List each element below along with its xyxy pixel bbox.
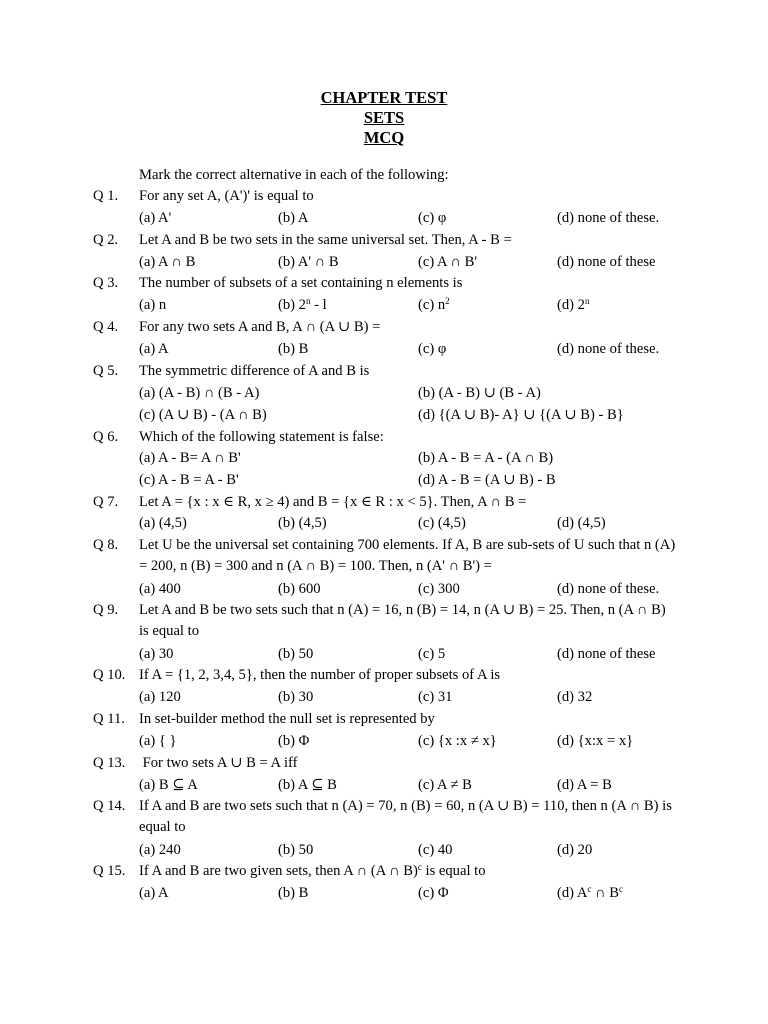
question-text-wrap bbox=[139, 861, 679, 882]
question-text: Let A and B be two sets such that n (A) = 16, n (B) = 14, n (A ∪ B) = 25. Then, n (A ∩ B) is equal to bbox=[139, 602, 666, 639]
option-c-base: (c) n bbox=[418, 297, 446, 313]
superscript: c bbox=[618, 884, 623, 894]
options-q5-row2 bbox=[139, 405, 699, 426]
option-b-base: (b) 2 bbox=[278, 297, 306, 313]
options-q6-row2 bbox=[139, 470, 699, 491]
option-d[interactable]: (d) none of these bbox=[557, 646, 656, 662]
option-d[interactable]: (d) 32 bbox=[557, 689, 593, 705]
question-text: For any set A, (A')' is equal to bbox=[139, 188, 314, 204]
superscript: c bbox=[417, 862, 422, 872]
option-b[interactable]: (b) A bbox=[278, 210, 309, 226]
options-q5-row1 bbox=[139, 383, 699, 404]
option-c[interactable]: (c) φ bbox=[418, 341, 447, 357]
option-b[interactable]: (b) (A - B) ∪ (B - A) bbox=[418, 385, 541, 401]
question-number: Q 8. bbox=[93, 537, 119, 553]
option-c[interactable]: (c) (4,5) bbox=[418, 515, 466, 531]
superscript: c bbox=[587, 884, 592, 894]
option-b[interactable]: (b) (4,5) bbox=[278, 515, 327, 531]
option-d-mid: ∩ B bbox=[591, 885, 619, 901]
option-d[interactable]: (d) none of these bbox=[557, 254, 656, 270]
options-q15 bbox=[139, 883, 699, 904]
option-a[interactable]: (a) A' bbox=[139, 210, 172, 226]
question-text: If A and B are two given sets, then A ∩ (A ∩ B) bbox=[139, 863, 418, 879]
options-q13 bbox=[139, 775, 699, 796]
option-d[interactable] bbox=[557, 295, 589, 316]
superscript: n bbox=[584, 296, 590, 306]
title-block bbox=[0, 88, 768, 148]
option-d[interactable]: (d) 20 bbox=[557, 842, 593, 858]
option-d-base: (d) 2 bbox=[557, 297, 585, 313]
option-b[interactable]: (b) 50 bbox=[278, 646, 314, 662]
question-text: If A and B are two sets such that n (A) = 70, n (B) = 60, n (A ∪ B) = 110, then n (A ∩ B) is equal to bbox=[139, 798, 672, 835]
option-b[interactable]: (b) A ⊆ B bbox=[278, 777, 337, 793]
option-a[interactable]: (a) A bbox=[139, 341, 169, 357]
question-number: Q 4. bbox=[93, 319, 119, 335]
question-text: The symmetric difference of A and B is bbox=[139, 363, 370, 379]
option-c[interactable]: (c) A ≠ B bbox=[418, 777, 472, 793]
options-q11 bbox=[139, 731, 699, 752]
options-q14 bbox=[139, 840, 699, 861]
options-q4 bbox=[139, 339, 699, 360]
options-q2 bbox=[139, 252, 699, 273]
option-a[interactable]: (a) n bbox=[139, 297, 167, 313]
option-c[interactable]: (c) A ∩ B' bbox=[418, 254, 477, 270]
option-c[interactable] bbox=[418, 295, 450, 316]
question-text: If A = {1, 2, 3,4, 5}, then the number of proper subsets of A is bbox=[139, 667, 501, 683]
option-b[interactable]: (b) 600 bbox=[278, 581, 321, 597]
option-d[interactable]: (d) none of these. bbox=[557, 341, 660, 357]
option-b[interactable]: (b) Φ bbox=[278, 733, 310, 749]
question-text-tail: is equal to bbox=[421, 863, 486, 879]
option-a[interactable]: (a) A bbox=[139, 885, 169, 901]
option-b[interactable]: (b) B bbox=[278, 885, 309, 901]
instructions: Mark the correct alternative in each of the following: bbox=[139, 167, 449, 183]
question-number: Q 15. bbox=[93, 863, 126, 879]
options-q8 bbox=[139, 579, 699, 600]
option-b[interactable] bbox=[278, 295, 327, 316]
option-c[interactable]: (c) A - B = A - B' bbox=[139, 472, 239, 488]
option-c[interactable]: (c) Φ bbox=[418, 885, 449, 901]
question-number: Q 10. bbox=[93, 667, 126, 683]
option-b-tail: - l bbox=[310, 297, 327, 313]
option-c[interactable]: (c) 300 bbox=[418, 581, 460, 597]
question-number: Q 6. bbox=[93, 429, 119, 445]
question-number: Q 5. bbox=[93, 363, 119, 379]
option-a[interactable]: (a) 120 bbox=[139, 689, 181, 705]
option-d[interactable]: (d) A = B bbox=[557, 777, 612, 793]
options-q9 bbox=[139, 644, 699, 665]
options-q6-row1 bbox=[139, 448, 699, 469]
option-b[interactable]: (b) A - B = A - (A ∩ B) bbox=[418, 450, 554, 466]
option-d[interactable]: (d) {(A ∪ B)- A} ∪ {(A ∪ B) - B} bbox=[418, 407, 624, 423]
question-text: The number of subsets of a set containing n elements is bbox=[139, 275, 463, 291]
option-c[interactable]: (c) 31 bbox=[418, 689, 453, 705]
option-c[interactable]: (c) {x :x ≠ x} bbox=[418, 733, 497, 749]
question-number: Q 3. bbox=[93, 275, 119, 291]
question-number: Q 1. bbox=[93, 188, 119, 204]
question-text: Let A = {x : x ∈ R, x ≥ 4) and B = {x ∈ R : x < 5}. Then, A ∩ B = bbox=[139, 494, 527, 510]
option-a[interactable]: (a) A ∩ B bbox=[139, 254, 196, 270]
superscript: n bbox=[305, 296, 311, 306]
option-c[interactable]: (c) φ bbox=[418, 210, 447, 226]
question-text: For two sets A ∪ B = A iff bbox=[139, 755, 298, 771]
question-text: For any two sets A and B, A ∩ (A ∪ B) = bbox=[139, 319, 381, 335]
option-c[interactable]: (c) 5 bbox=[418, 646, 446, 662]
option-a[interactable]: (a) 30 bbox=[139, 646, 174, 662]
question-number: Q 2. bbox=[93, 232, 119, 248]
question-text: Let U be the universal set containing 700 elements. If A, B are sub-sets of U such that n (A) = 200, n (B) = 300 and n (A ∩ B) = 100. Then, n (A' ∩ B') = bbox=[139, 537, 676, 574]
question-number: Q 7. bbox=[93, 494, 119, 510]
option-b[interactable]: (b) B bbox=[278, 341, 309, 357]
option-c[interactable]: (c) (A ∪ B) - (A ∩ B) bbox=[139, 407, 267, 423]
option-a[interactable]: (a) A - B= A ∩ B' bbox=[139, 450, 241, 466]
question-text: In set-builder method the null set is represented by bbox=[139, 711, 435, 727]
option-a[interactable]: (a) (A - B) ∩ (B - A) bbox=[139, 385, 260, 401]
option-a[interactable]: (a) 400 bbox=[139, 581, 181, 597]
option-d[interactable]: (d) none of these. bbox=[557, 210, 660, 226]
options-q1 bbox=[139, 208, 699, 229]
question-text: Let A and B be two sets in the same universal set. Then, A - B = bbox=[139, 232, 512, 248]
option-a[interactable]: (a) (4,5) bbox=[139, 515, 187, 531]
options-q3 bbox=[139, 295, 699, 316]
question-number: Q 14. bbox=[93, 798, 126, 814]
option-b[interactable]: (b) 50 bbox=[278, 842, 314, 858]
superscript: 2 bbox=[445, 296, 450, 306]
sets-title: SETS bbox=[363, 108, 405, 127]
question-number: Q 11. bbox=[93, 711, 125, 727]
option-c[interactable]: (c) 40 bbox=[418, 842, 453, 858]
option-d[interactable] bbox=[557, 883, 623, 904]
option-b[interactable]: (b) 30 bbox=[278, 689, 314, 705]
options-q10 bbox=[139, 687, 699, 708]
option-a[interactable]: (a) B ⊆ A bbox=[139, 777, 198, 793]
option-a[interactable]: (a) 240 bbox=[139, 842, 181, 858]
option-d-base: (d) A bbox=[557, 885, 588, 901]
question-number: Q 9. bbox=[93, 602, 119, 618]
chapter-test-title: CHAPTER TEST bbox=[320, 88, 448, 107]
option-d[interactable]: (d) {x:x = x} bbox=[557, 733, 634, 749]
question-text: Which of the following statement is false: bbox=[139, 429, 384, 445]
question-number: Q 13. bbox=[93, 755, 126, 771]
option-d[interactable]: (d) none of these. bbox=[557, 581, 660, 597]
option-b[interactable]: (b) A' ∩ B bbox=[278, 254, 339, 270]
option-a[interactable]: (a) { } bbox=[139, 733, 177, 749]
mcq-title: MCQ bbox=[363, 128, 405, 147]
option-d[interactable]: (d) A - B = (A ∪ B) - B bbox=[418, 472, 556, 488]
option-d[interactable]: (d) (4,5) bbox=[557, 515, 606, 531]
options-q7 bbox=[139, 513, 699, 534]
